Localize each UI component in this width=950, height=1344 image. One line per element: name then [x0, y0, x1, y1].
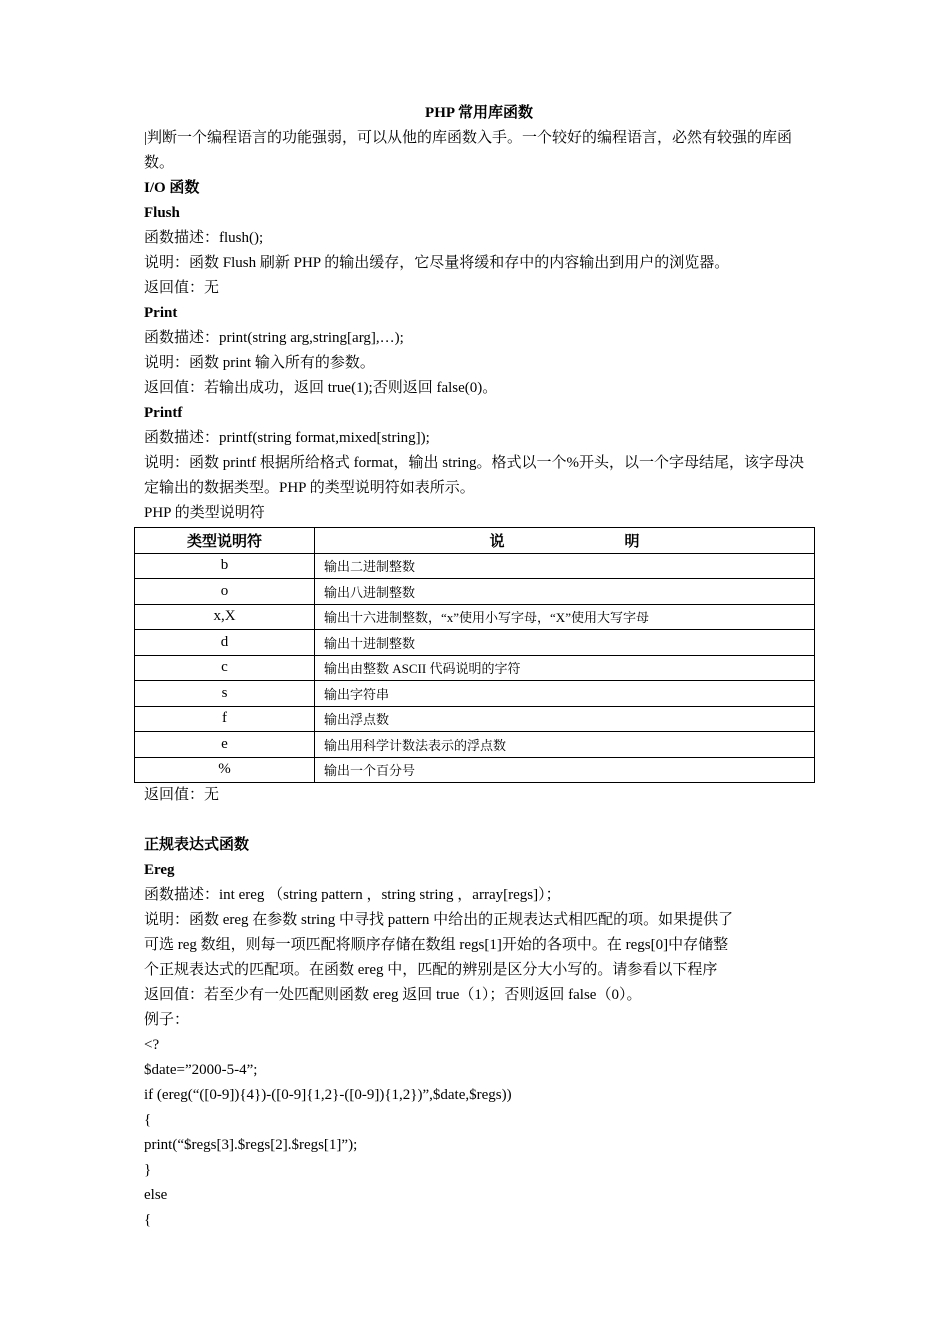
print-description: 函数描述：print(string arg,string[arg],…);: [144, 330, 404, 346]
flush-description: 函数描述：flush();: [144, 230, 264, 246]
flush-note: 说明：函数 Flush 刷新 PHP 的输出缓存，它尽量将缓和存中的内容输出到用户的浏览器。: [144, 255, 730, 271]
table-row: [135, 604, 815, 630]
description-cell: 输出字符串: [315, 681, 815, 707]
type-specifier-table: [134, 527, 815, 783]
flush-return: 返回值：无: [144, 280, 220, 296]
ereg-note-line: 可选 reg 数组，则每一项匹配将顺序存储在数组 regs[1]开始的各项中。在 regs[0]中存储整: [144, 937, 729, 953]
table-row: [135, 630, 815, 656]
table-row: [135, 732, 815, 758]
description-cell: 输出十进制整数: [315, 630, 815, 656]
document-body: [144, 101, 814, 1233]
ereg-description: 函数描述：int ereg （string pattern ，string string ，array[regs]）；: [144, 887, 561, 903]
table-header-description: 说 明: [315, 528, 815, 554]
specifier-cell: c: [135, 655, 315, 681]
print-heading: Print: [144, 305, 178, 321]
description-cell: 输出二进制整数: [315, 553, 815, 579]
intro-paragraph: |判断一个编程语言的功能强弱，可以从他的库函数入手。一个较好的编程语言，必然有较强的库函数。: [144, 130, 793, 171]
code-line: else: [144, 1187, 168, 1203]
table-row: [135, 681, 815, 707]
printf-heading: Printf: [144, 405, 183, 421]
table-header-specifier: 类型说明符: [135, 528, 315, 554]
description-cell: 输出一个百分号: [315, 757, 815, 783]
page-title: PHP 常用库函数: [425, 105, 533, 121]
ereg-note-line: 个正规表达式的匹配项。在函数 ereg 中，匹配的辨别是区分大小写的。请参看以下程序: [144, 962, 718, 978]
printf-note: 说明：函数 printf 根据所给格式 format，输出 string。格式以一个%开头，以一个字母结尾，该字母决定输出的数据类型。PHP 的类型说明符如表所示。: [144, 455, 804, 496]
io-heading: I/O 函数: [144, 180, 200, 196]
table-row: [135, 553, 815, 579]
code-line: }: [144, 1162, 152, 1178]
specifier-cell: f: [135, 706, 315, 732]
ereg-heading: Ereg: [144, 862, 175, 878]
blank-line: [144, 808, 814, 833]
table-row: [135, 579, 815, 605]
specifier-cell: d: [135, 630, 315, 656]
code-line: $date=”2000-5-4”;: [144, 1062, 258, 1078]
code-line: {: [144, 1212, 152, 1228]
code-line: <?: [144, 1037, 160, 1053]
printf-description: 函数描述：printf(string format,mixed[string]);: [144, 430, 430, 446]
specifier-cell: e: [135, 732, 315, 758]
specifier-cell: o: [135, 579, 315, 605]
description-cell: 输出由整数 ASCII 代码说明的字符: [315, 655, 815, 681]
specifier-cell: %: [135, 757, 315, 783]
description-cell: 输出十六进制整数，“x”使用小写字母，“X”使用大写字母: [315, 604, 815, 630]
regex-heading: 正规表达式函数: [144, 837, 250, 853]
example-label: 例子：: [144, 1012, 190, 1028]
description-cell: 输出八进制整数: [315, 579, 815, 605]
specifier-cell: x,X: [135, 604, 315, 630]
print-return: 返回值：若输出成功，返回 true(1);否则返回 false(0)。: [144, 380, 498, 396]
table-header-row: [135, 528, 815, 554]
specifier-cell: s: [135, 681, 315, 707]
code-line: if (ereg(“([0-9]){4})-([0-9]{1,2}-([0-9]){1,2})”,$date,$regs)): [144, 1087, 512, 1103]
ereg-return: 返回值：若至少有一处匹配则函数 ereg 返回 true（1）；否则返回 false（0）。: [144, 987, 642, 1003]
table-row: [135, 757, 815, 783]
specifier-cell: b: [135, 553, 315, 579]
code-line: {: [144, 1112, 152, 1128]
table-row: [135, 706, 815, 732]
code-line: print(“$regs[3].$regs[2].$regs[1]”);: [144, 1137, 358, 1153]
description-cell: 输出浮点数: [315, 706, 815, 732]
description-cell: 输出用科学计数法表示的浮点数: [315, 732, 815, 758]
table-row: [135, 655, 815, 681]
ereg-note-line: 说明：函数 ereg 在参数 string 中寻找 pattern 中给出的正规表达式相匹配的项。如果提供了: [144, 912, 734, 928]
flush-heading: Flush: [144, 205, 180, 221]
table-caption: PHP 的类型说明符: [144, 505, 265, 521]
print-note: 说明：函数 print 输入所有的参数。: [144, 355, 375, 371]
printf-return: 返回值：无: [144, 787, 220, 803]
